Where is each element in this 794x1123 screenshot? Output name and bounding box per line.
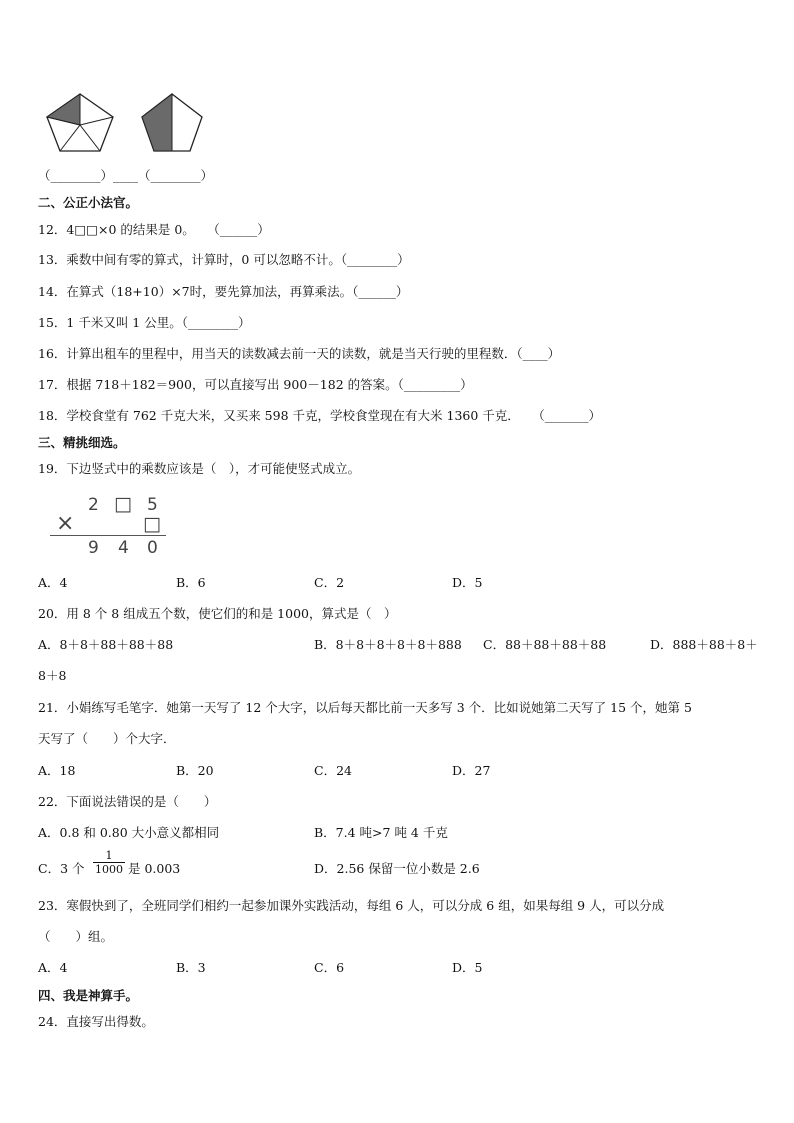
- q22-option-c-fraction: [93, 849, 125, 876]
- section-4-title: 四、我是神算手。: [38, 988, 139, 1003]
- question-23-line1: 23．寒假快到了，全班同学们相约一起参加课外实践活动，每组 6 人，可以分成 6 组，如果每组 9 人，可以分成: [38, 898, 665, 913]
- unknown-box-multiplier: □: [143, 513, 161, 535]
- question-21-line2: 天写了（ ）个大字．: [38, 731, 176, 746]
- multiply-sign: ×: [56, 511, 75, 536]
- section-2-title: 二、公正小法官。: [38, 195, 139, 210]
- question-12: 12．4□□×0 的结果是 0。 （______）: [38, 222, 270, 237]
- unknown-box-1: □: [114, 493, 132, 515]
- q21-option-a: A．18: [38, 763, 76, 778]
- fraction-denominator: 1000: [95, 863, 123, 876]
- q19-option-b: B．6: [176, 575, 206, 590]
- q19-option-d: D．5: [452, 575, 483, 590]
- q20-option-d-wrap: 8＋8: [38, 668, 67, 683]
- q22-option-b: B．7.4 吨>7 吨 4 千克: [314, 825, 448, 840]
- question-23-line2: （ ）组。: [38, 929, 114, 944]
- digit-2: 2: [88, 495, 99, 515]
- digit-5: 5: [147, 495, 158, 515]
- q23-option-d: D．5: [452, 960, 483, 975]
- question-19: 19．下边竖式中的乘数应该是（ ），才可能使竖式成立。: [38, 461, 361, 476]
- pentagon-figure-1: [44, 92, 116, 154]
- result-digit-9: 9: [88, 538, 99, 558]
- result-digit-4: 4: [118, 538, 129, 558]
- q20-option-a: A．8＋8＋88＋88＋88: [38, 637, 174, 652]
- question-16: 16．计算出租车的里程中，用当天的读数减去前一天的读数，就是当天行驶的里程数．（____）: [38, 346, 561, 361]
- q23-option-b: B．3: [176, 960, 206, 975]
- section-3-title: 三、精挑细选。: [38, 435, 126, 450]
- question-21-line1: 21．小娟练写毛笔字．她第一天写了 12 个大字，以后每天都比前一天多写 3 个．比如说她第二天写了 15 个，她第 5: [38, 700, 692, 715]
- q21-option-c: C．24: [314, 763, 352, 778]
- result-digit-0: 0: [147, 538, 158, 558]
- q22-option-c-suffix: 是 0.003: [128, 861, 181, 876]
- question-14: 14．在算式（18+10）×7时，要先算加法，再算乘法。（______）: [38, 284, 409, 299]
- q22-option-a: A．0.8 和 0.80 大小意义都相同: [38, 825, 220, 840]
- question-22: 22．下面说法错误的是（ ）: [38, 794, 217, 809]
- figure-answer-blanks: （________）____（________）: [38, 168, 214, 183]
- q21-option-d: D．27: [452, 763, 491, 778]
- q22-option-d: D．2.56 保留一位小数是 2.6: [314, 861, 480, 876]
- q20-option-c: C．88＋88＋88＋88: [483, 637, 607, 652]
- q23-option-a: A．4: [38, 960, 68, 975]
- q23-option-c: C．6: [314, 960, 345, 975]
- q20-option-b: B．8＋8＋8＋8＋8＋888: [314, 637, 462, 652]
- question-20: 20．用 8 个 8 组成五个数，使它们的和是 1000，算式是（ ）: [38, 606, 397, 621]
- vertical-multiplication: [48, 493, 170, 559]
- q22-option-c-prefix: C．3 个: [38, 861, 85, 876]
- result-line: [50, 535, 166, 536]
- question-24: 24．直接写出得数。: [38, 1014, 154, 1029]
- question-13: 13．乘数中间有零的算式，计算时，0 可以忽略不计。（________）: [38, 252, 410, 267]
- q20-option-d: D．888＋88＋8＋: [650, 637, 758, 652]
- pentagon-figure-2: [139, 92, 205, 154]
- q19-option-c: C．2: [314, 575, 345, 590]
- fraction-numerator: 1: [93, 849, 125, 863]
- question-17: 17．根据 718＋182＝900，可以直接写出 900－182 的答案。（_________）: [38, 377, 473, 392]
- question-15: 15．1 千米又叫 1 公里。（________）: [38, 315, 251, 330]
- q19-option-a: A．4: [38, 575, 68, 590]
- q21-option-b: B．20: [176, 763, 214, 778]
- question-18: 18．学校食堂有 762 千克大米，又买来 598 千克，学校食堂现在有大米 1360 千克． （_______）: [38, 408, 602, 423]
